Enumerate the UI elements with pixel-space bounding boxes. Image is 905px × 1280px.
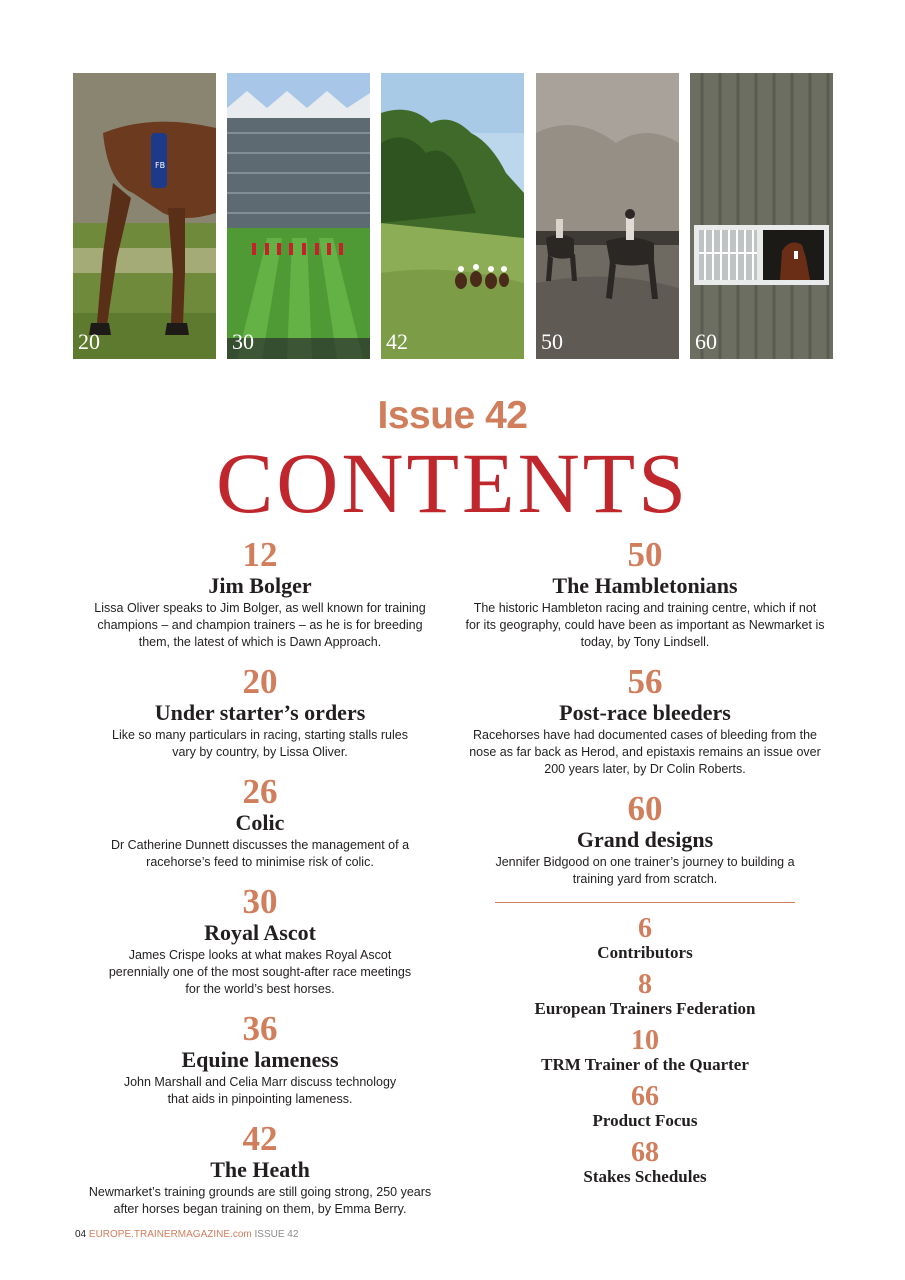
article-description: John Marshall and Celia Marr discuss technology that aids in pinpointing lameness.	[123, 1075, 397, 1106]
issue-heading: Issue 42	[377, 394, 528, 437]
photo-number: 42	[386, 329, 408, 354]
regular-entry[interactable]	[465, 1083, 825, 1131]
footer-site-link[interactable]: EUROPE.TRAINERMAGAZINE.com	[88, 1229, 252, 1240]
article-description: Dr Catherine Dunnett discusses the management of a racehorse’s feed to minimise risk of colic.	[110, 838, 410, 869]
article-description: James Crispe looks at what makes Royal Ascot perennially one of the most sought-after race meetings for the world’s best horses.	[108, 948, 412, 996]
article-entry[interactable]	[85, 537, 435, 651]
grandstand-icon	[227, 73, 370, 359]
regular-entry[interactable]	[465, 971, 825, 1019]
regular-title: TRM Trainer of the Quarter	[541, 1055, 749, 1074]
horse-legs-icon	[73, 73, 216, 359]
photo-page-60[interactable]	[690, 73, 833, 359]
footer-page-number: 04	[75, 1229, 87, 1240]
regular-title: Contributors	[597, 943, 693, 962]
svg-text:FB: FB	[155, 161, 166, 170]
article-description: Lissa Oliver speaks to Jim Bolger, as well known for training champions – and champion trainers – as he is for breeding them, the latest of which is Dawn Approach.	[94, 601, 426, 649]
article-page-number: 50	[627, 535, 663, 574]
regular-page-number: 8	[638, 969, 652, 1000]
photo-page-20[interactable]	[73, 73, 216, 359]
article-entry[interactable]	[85, 1121, 435, 1218]
regular-page-number: 10	[631, 1025, 659, 1056]
article-title: Post-race bleeders	[559, 700, 731, 725]
article-page-number: 20	[242, 662, 278, 701]
article-description: Newmarket’s training grounds are still going strong, 250 years after horses began training on them, by Emma Berry.	[88, 1185, 432, 1216]
regular-title: Stakes Schedules	[583, 1167, 707, 1186]
photo-number: 50	[541, 329, 563, 354]
article-title: Under starter’s orders	[154, 700, 366, 725]
regular-title: Product Focus	[592, 1111, 698, 1130]
article-page-number: 42	[242, 1119, 278, 1158]
regular-entry[interactable]	[465, 1139, 825, 1187]
article-title: Colic	[235, 810, 285, 835]
regular-page-number: 6	[638, 913, 652, 944]
article-page-number: 60	[627, 789, 663, 828]
page-footer	[75, 1229, 298, 1240]
page-title: CONTENTS	[215, 435, 690, 531]
article-title: The Hambletonians	[552, 573, 738, 598]
photo-page-42[interactable]	[381, 73, 524, 359]
article-entry[interactable]	[465, 791, 825, 888]
article-description: Racehorses have had documented cases of bleeding from the nose as far back as Herod, and epistaxis remains an issue over 200 years later, by Dr Colin Roberts.	[469, 728, 821, 776]
regular-title: European Trainers Federation	[534, 999, 756, 1018]
regular-page-number: 68	[631, 1137, 659, 1168]
right-column	[465, 537, 825, 1195]
article-title: Royal Ascot	[204, 920, 316, 945]
article-entry[interactable]	[85, 884, 435, 998]
photo-number: 60	[695, 329, 717, 354]
article-entry[interactable]	[465, 537, 825, 651]
article-page-number: 56	[627, 662, 663, 701]
footer-issue: ISSUE 42	[254, 1229, 299, 1240]
photo-page-50[interactable]	[536, 73, 679, 359]
left-column	[85, 537, 435, 1231]
article-title: Grand designs	[576, 827, 714, 852]
article-title: Jim Bolger	[208, 573, 312, 598]
article-description: The historic Hambleton racing and training centre, which if not for its geography, could have been as important as Newmarket is today, by Tony Lindsell.	[465, 601, 825, 649]
regular-entry[interactable]	[465, 915, 825, 963]
photo-page-30[interactable]	[227, 73, 370, 359]
article-entry[interactable]	[85, 774, 435, 871]
article-page-number: 36	[242, 1009, 278, 1048]
photo-strip	[73, 73, 833, 359]
article-description: Jennifer Bidgood on one trainer’s journey to building a training yard from scratch.	[495, 855, 795, 886]
gallops-icon	[381, 73, 524, 359]
article-entry[interactable]	[465, 664, 825, 778]
article-entry[interactable]	[85, 664, 435, 761]
stable-window-icon	[690, 73, 833, 359]
article-description: Like so many particulars in racing, starting stalls rules vary by country, by Lissa Oliver.	[112, 728, 408, 759]
vintage-riders-icon	[536, 73, 679, 359]
regular-page-number: 66	[631, 1081, 659, 1112]
section-divider	[495, 902, 795, 903]
photo-number: 30	[232, 329, 254, 354]
article-page-number: 26	[242, 772, 278, 811]
photo-number: 20	[78, 329, 100, 354]
article-page-number: 30	[242, 882, 278, 921]
regular-entry[interactable]	[465, 1027, 825, 1075]
article-title: Equine lameness	[181, 1047, 339, 1072]
article-entry[interactable]	[85, 1011, 435, 1108]
article-title: The Heath	[210, 1157, 310, 1182]
article-page-number: 12	[242, 535, 278, 574]
